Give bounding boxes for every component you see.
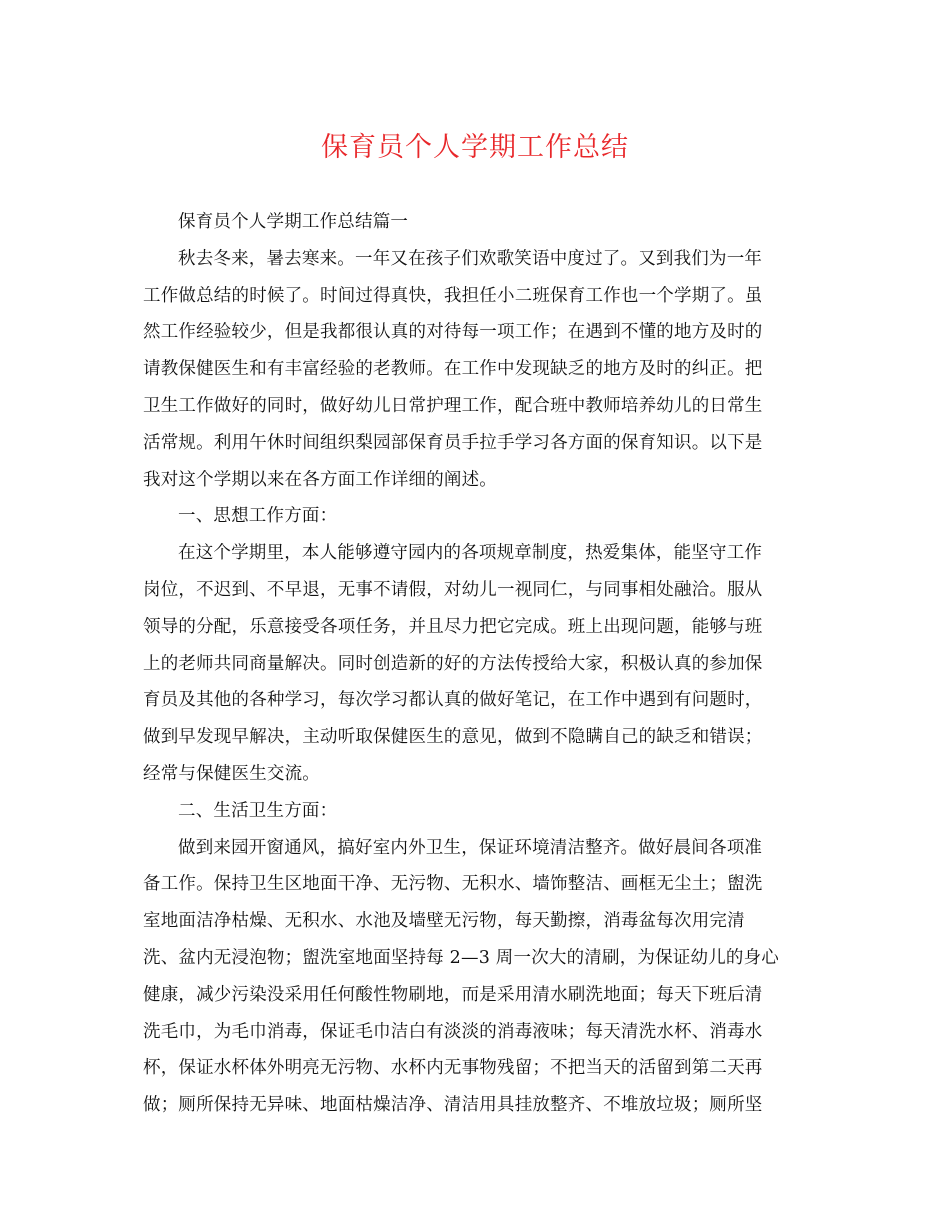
paragraph-line: 然工作经验较少，但是我都很认真的对待每一项工作；在遇到不懂的地方及时的: [143, 322, 763, 343]
paragraph-line: 室地面洁净枯燥、无积水、水池及墙壁无污物，每天勤擦，消毒盆每次用完清: [143, 911, 745, 932]
paragraph-line: 卫生工作做好的同时，做好幼儿日常护理工作，配合班中教师培养幼儿的日常生: [143, 395, 763, 416]
paragraph-line: 请教保健医生和有丰富经验的老教师。在工作中发现缺乏的地方及时的纠正。把: [143, 359, 763, 380]
paragraph-line: 洗毛巾，为毛巾消毒，保证毛巾洁白有淡淡的消毒液味；每天清洗水杯、消毒水: [143, 1021, 763, 1042]
paragraph-line: 经常与保健医生交流。: [143, 763, 320, 784]
paragraph-line: 工作做总结的时候了。时间过得真快，我担任小二班保育工作也一个学期了。虽: [143, 285, 763, 306]
paragraph-line: 做；厕所保持无异味、地面枯燥洁净、清洁用具挂放整齐、不堆放垃圾；厕所坚: [143, 1095, 763, 1116]
section-heading: 保育员个人学期工作总结篇一: [178, 212, 409, 232]
section-heading: 二、生活卫生方面：: [178, 800, 338, 821]
paragraph-line: 做到来园开窗通风，搞好室内外卫生，保证环境清洁整齐。做好晨间各项准: [178, 837, 763, 858]
paragraph-line: 备工作。保持卫生区地面干净、无污物、无积水、墙饰整洁、画框无尘土；盥洗: [143, 874, 763, 895]
paragraph-line: 岗位，不迟到、不早退，无事不请假，对幼儿一视同仁，与同事相处融洽。服从: [143, 579, 763, 600]
paragraph-line: 秋去冬来，暑去寒来。一年又在孩子们欢歌笑语中度过了。又到我们为一年: [178, 248, 763, 269]
paragraph-line: 在这个学期里，本人能够遵守园内的各项规章制度，热爱集体，能坚守工作: [178, 543, 763, 564]
paragraph-line: 洗、盆内无浸泡物；盥洗室地面坚持每 2—3 周一次大的清刷，为保证幼儿的身心: [143, 947, 779, 968]
paragraph-line: 上的老师共同商量解决。同时创造新的好的方法传授给大家，积极认真的参加保: [143, 653, 763, 674]
document-body: [143, 204, 813, 1124]
paragraph-line: 健康，减少污染没采用任何酸性物刷地，而是采用清水刷洗地面；每天下班后清: [143, 984, 763, 1005]
paragraph-line: 育员及其他的各种学习，每次学习都认真的做好笔记，在工作中遇到有问题时，: [143, 690, 763, 711]
paragraph-line: 活常规。利用午休时间组织梨园部保育员手拉手学习各方面的保育知识。以下是: [143, 432, 763, 453]
document-title: 保育员个人学期工作总结: [321, 132, 629, 163]
section-heading: 一、思想工作方面：: [178, 506, 338, 527]
paragraph-line: 杯，保证水杯体外明亮无污物、水杯内无事物残留；不把当天的活留到第二天再: [143, 1058, 763, 1079]
paragraph-line: 我对这个学期以来在各方面工作详细的阐述。: [143, 469, 497, 490]
paragraph-line: 领导的分配，乐意接受各项任务，并且尽力把它完成。班上出现问题，能够与班: [143, 616, 763, 637]
paragraph-line: 做到早发现早解决，主动听取保健医生的意见，做到不隐瞒自己的缺乏和错误；: [143, 727, 763, 748]
